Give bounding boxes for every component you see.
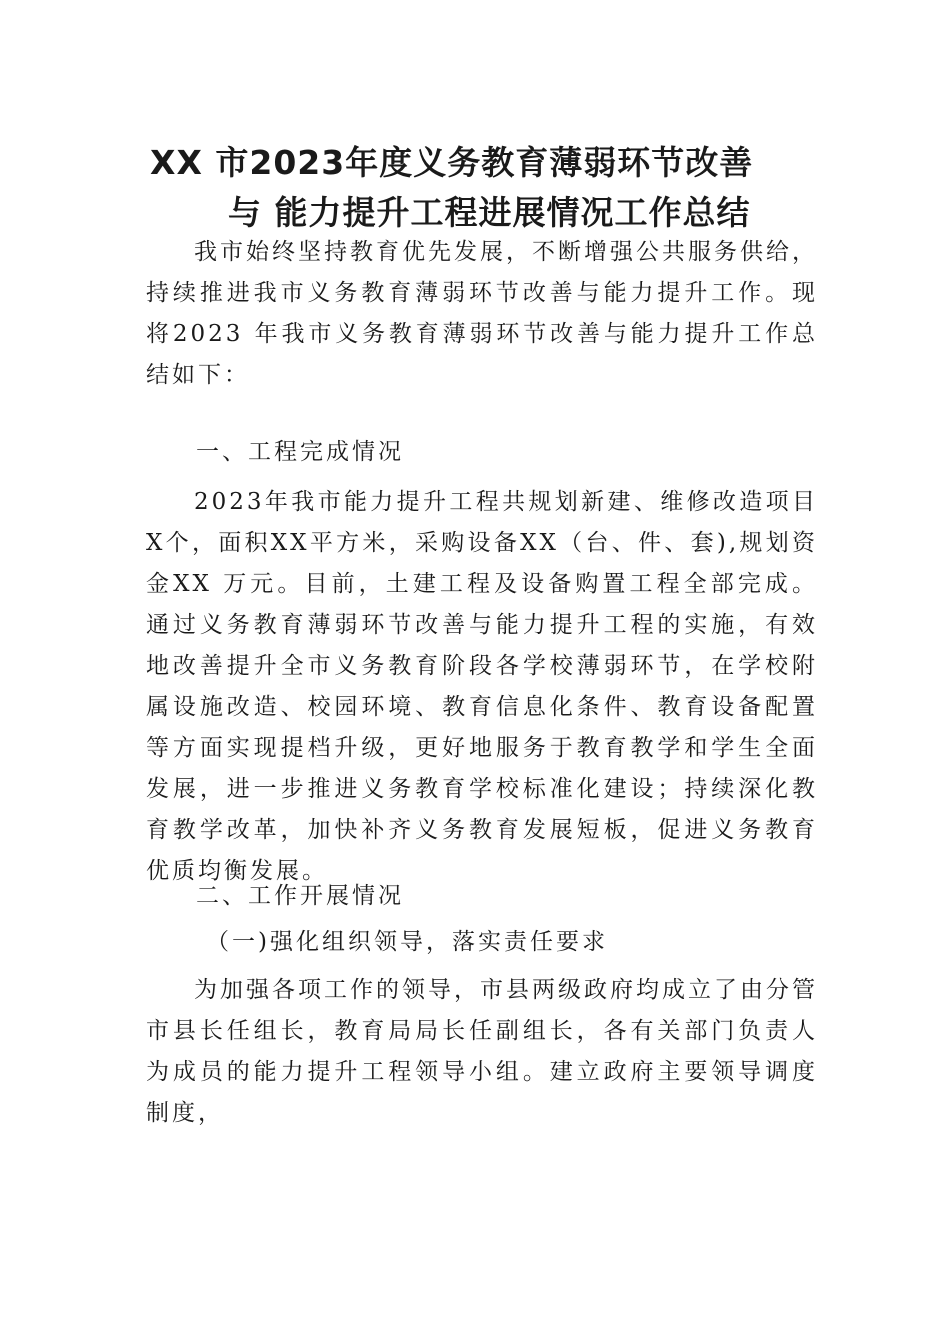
subsection-1-body-block <box>146 970 818 1134</box>
document-title-line-1: XX 市2023年度义务教育薄弱环节改善 <box>150 143 754 182</box>
section-1-body-block <box>146 482 818 892</box>
intro-paragraph: 我市始终坚持教育优先发展，不断增强公共服务供给，持续推进我市义务教育薄弱环节改善与能力提升工作。现将2023 年我市义务教育薄弱环节改善与能力提升工作总结如下： <box>146 239 818 388</box>
section-1-paragraph: 2023年我市能力提升工程共规划新建、维修改造项目X个，面积XX平方米，采购设备XX（台、件、套),规划资金XX 万元。目前，土建工程及设备购置工程全部完成。通过义务教育薄弱环节改善与能力提升工程的实施，有效地改善提升全市义务教育阶段各学校薄弱环节，在学校附属设施改造、校园环境、教育信息化条件、教育设备配置等方面实现提档升级，更好地服务于教育教学和学生全面发展，进一步推进义务教育学校标准化建设；持续深化教育教学改革，加快补齐义务教育发展短板，促进义务教育优质均衡发展。 <box>146 489 818 884</box>
subsection-1-paragraph: 为加强各项工作的领导，市县两级政府均成立了由分管市县长任组长，教育局局长任副组长，各有关部门负责人为成员的能力提升工程领导小组。建立政府主要领导调度制度， <box>146 977 818 1126</box>
intro-paragraph-block <box>146 232 818 396</box>
document-title-line-2: 与 能力提升工程进展情况工作总结 <box>228 193 751 232</box>
section-2-heading: 二、工作开展情况 <box>196 883 404 909</box>
subsection-1-heading: （一)强化组织领导，落实责任要求 <box>206 929 608 955</box>
section-1-heading: 一、工程完成情况 <box>196 439 404 465</box>
